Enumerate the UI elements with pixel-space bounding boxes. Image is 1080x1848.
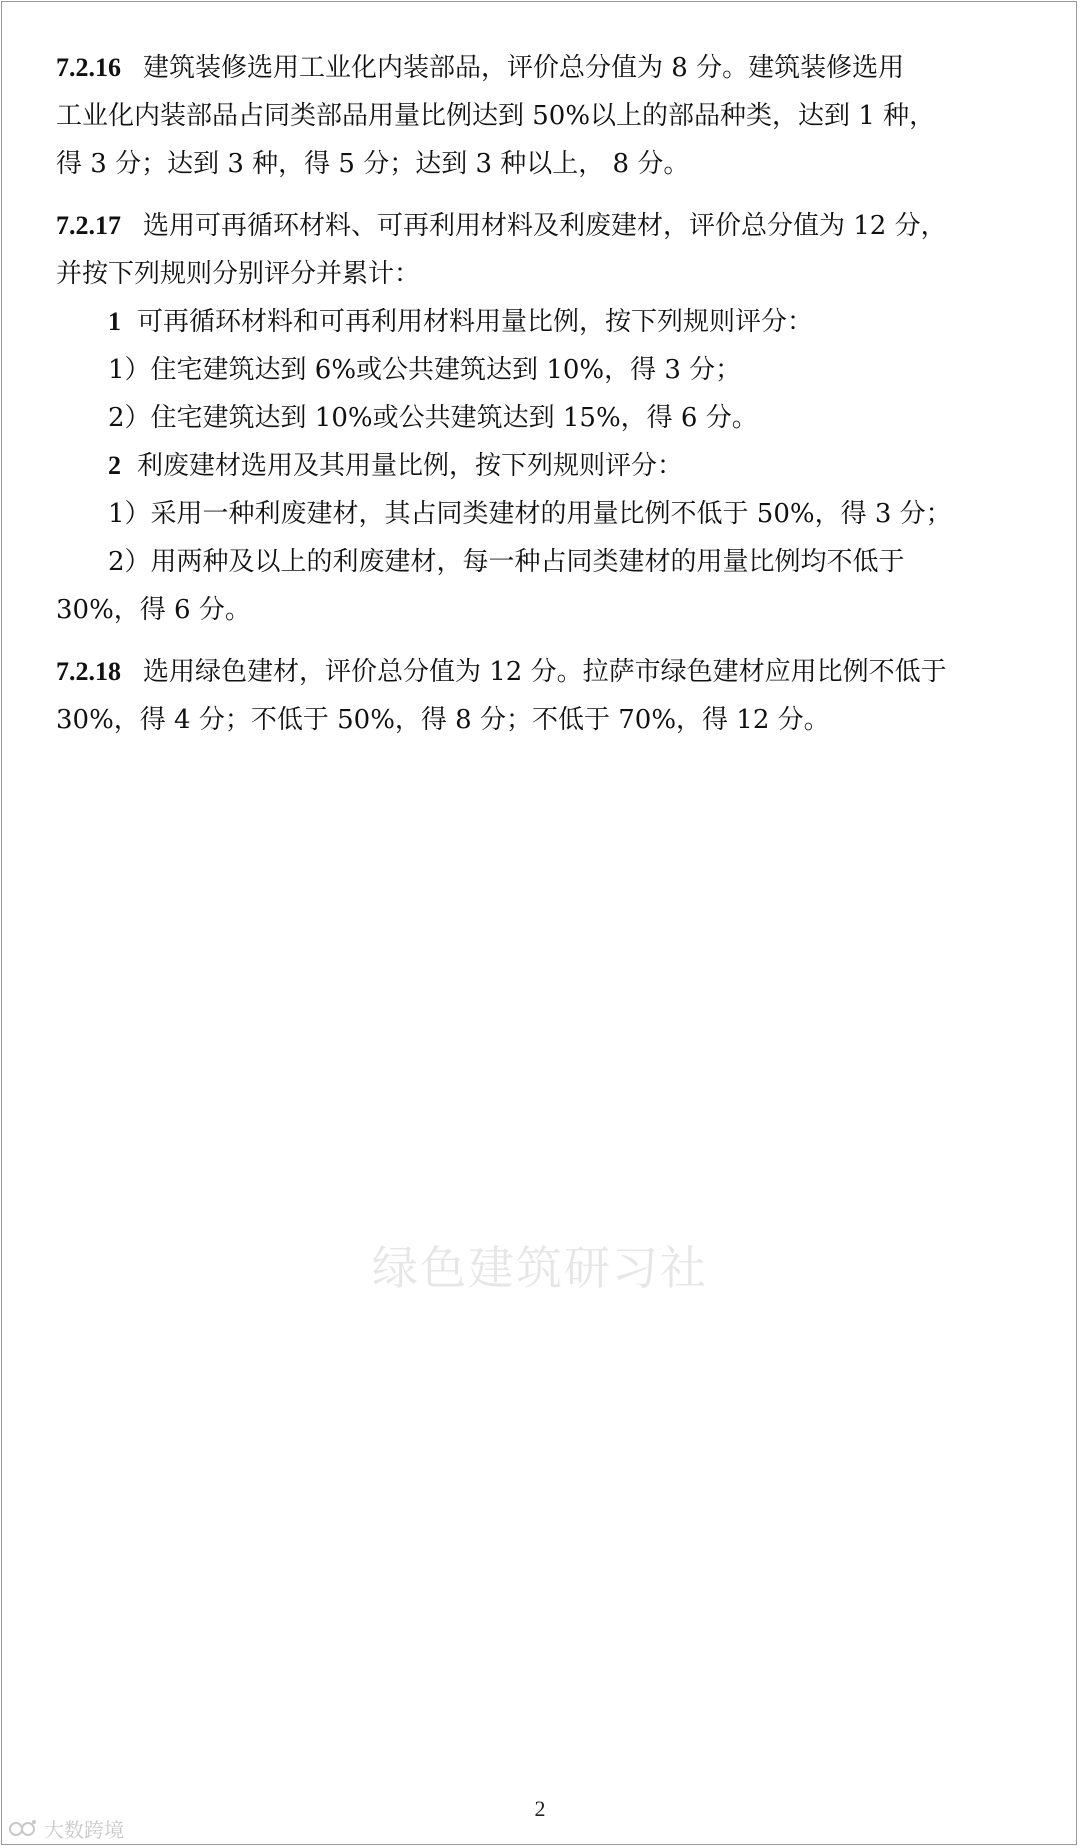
clause-number: 7.2.18 bbox=[56, 657, 121, 686]
clause-number: 7.2.17 bbox=[56, 211, 121, 240]
clause-number: 7.2.16 bbox=[56, 53, 121, 82]
clause-text: 并按下列规则分别评分并累计： bbox=[56, 259, 421, 289]
logo-icon bbox=[8, 1818, 38, 1840]
item-number: 2 bbox=[108, 451, 121, 480]
clause-text: 30%，得 4 分；不低于 50%，得 8 分；不低于 70%，得 12 分。 bbox=[56, 705, 830, 735]
item-text: 可再循环材料和可再利用材料用量比例，按下列规则评分： bbox=[137, 307, 814, 337]
item-text: 利废建材选用及其用量比例，按下列规则评分： bbox=[137, 451, 684, 481]
corner-watermark-text: 大数跨境 bbox=[44, 1818, 124, 1842]
clause-7-2-17 bbox=[56, 202, 1024, 634]
clause-text: 建筑装修选用工业化内装部品，评价总分值为 8 分。建筑装修选用 bbox=[143, 53, 905, 83]
corner-watermark bbox=[8, 1814, 124, 1843]
clause-text: 工业化内装部品占同类部品用量比例达到 50%以上的部品种类，达到 1 种， bbox=[56, 101, 936, 131]
list-subitem: 1）住宅建筑达到 6%或公共建筑达到 10%，得 3 分； bbox=[108, 355, 742, 385]
clause-first-line bbox=[56, 202, 1024, 250]
list-item bbox=[56, 442, 1024, 490]
clause-7-2-18 bbox=[56, 648, 1024, 744]
list-subitem-continuation: 30%，得 6 分。 bbox=[56, 595, 251, 625]
list-subitem: 1）采用一种利废建材，其占同类建材的用量比例不低于 50%，得 3 分； bbox=[108, 499, 952, 529]
item-number: 1 bbox=[108, 307, 121, 336]
page-number: 2 bbox=[534, 1796, 546, 1821]
list-subitem: 2）住宅建筑达到 10%或公共建筑达到 15%，得 6 分。 bbox=[108, 403, 758, 433]
clause-text: 选用绿色建材，评价总分值为 12 分。拉萨市绿色建材应用比例不低于 bbox=[143, 657, 947, 687]
list-subitem: 2）用两种及以上的利废建材，每一种占同类建材的用量比例均不低于 bbox=[108, 547, 905, 577]
clause-text: 得 3 分；达到 3 种，得 5 分；达到 3 种以上， 8 分。 bbox=[56, 149, 690, 179]
center-watermark: 绿色建筑研习社 bbox=[372, 1241, 708, 1295]
list-item bbox=[56, 298, 1024, 346]
clause-7-2-16 bbox=[56, 44, 1024, 188]
clause-first-line bbox=[56, 44, 1024, 92]
document-body bbox=[56, 44, 1024, 758]
clause-first-line bbox=[56, 648, 1024, 696]
clause-text: 选用可再循环材料、可再利用材料及利废建材，评价总分值为 12 分， bbox=[143, 211, 947, 241]
